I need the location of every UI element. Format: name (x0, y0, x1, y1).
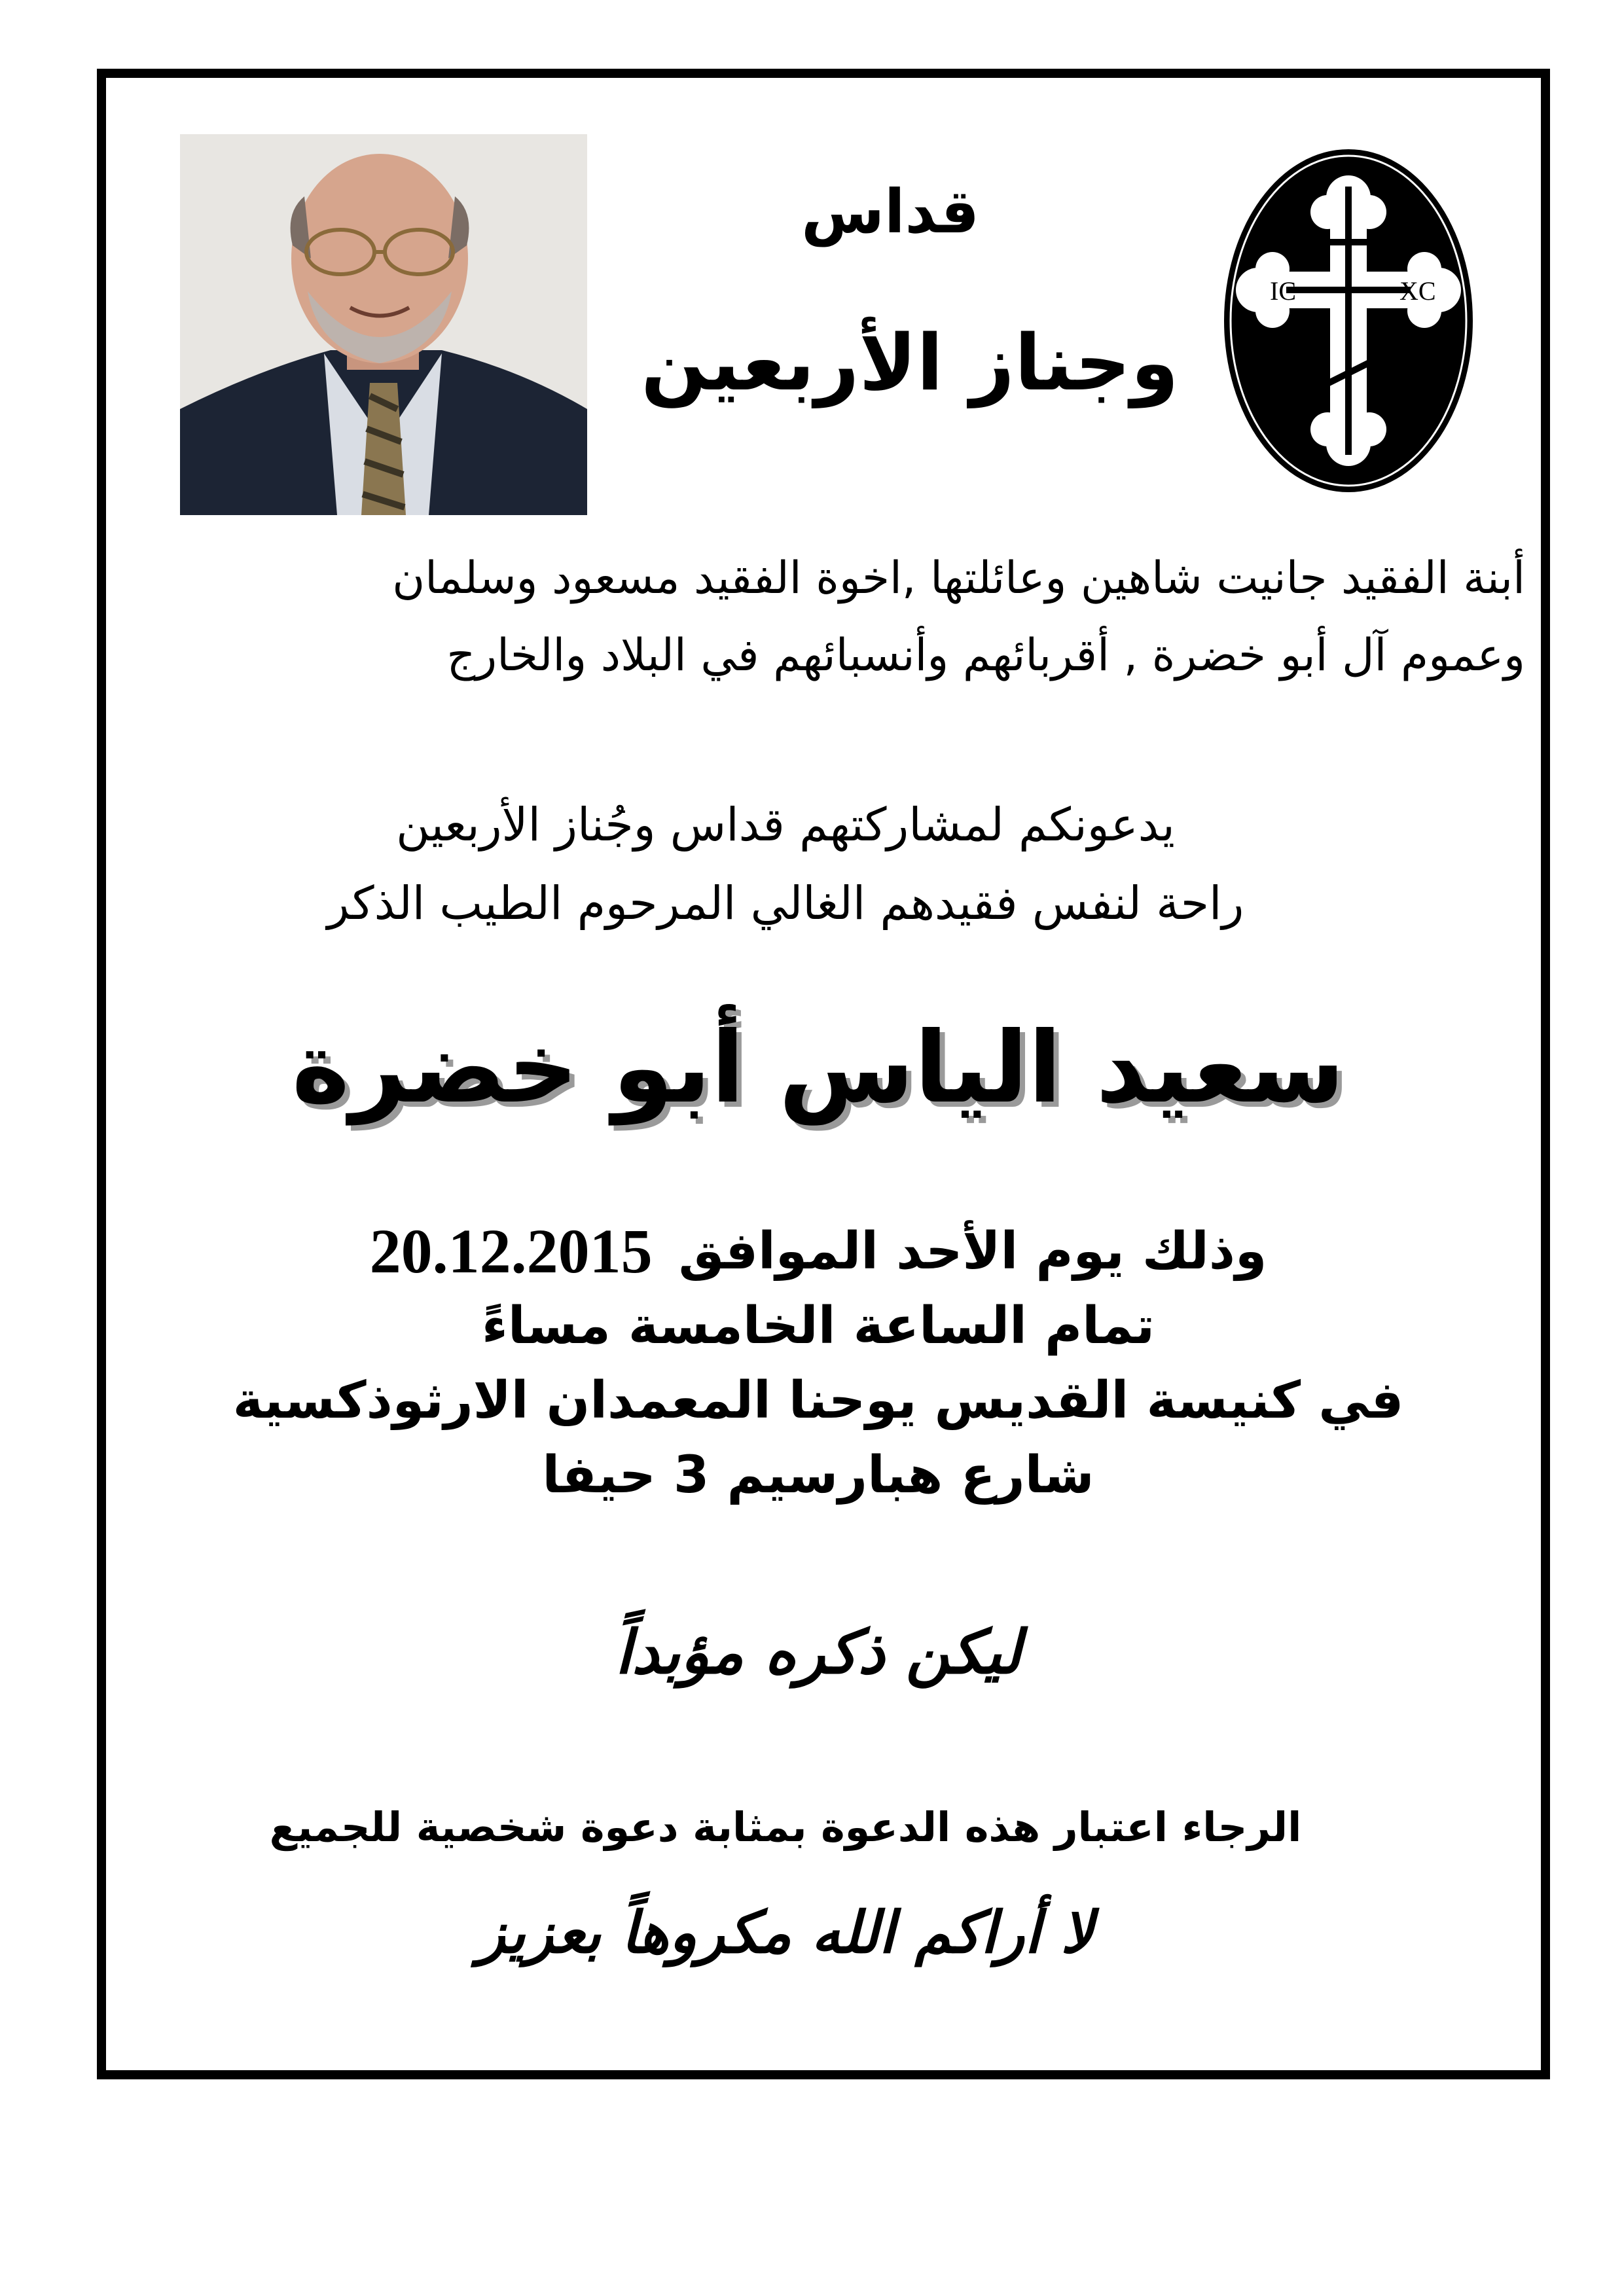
portrait-illustration (180, 134, 587, 515)
deceased-photo (180, 134, 587, 515)
invitation-request: الرجاء اعتبار هذه الدعوة بمثابة دعوة شخصية للجميع (269, 1803, 1302, 1851)
family-line-2: وعموم آل أبو خضرة , أقربائهم وأنسبائهم في البلاد والخارج (446, 630, 1525, 681)
orthodox-cross-emblem (1218, 144, 1479, 497)
event-details (196, 1214, 1440, 1513)
event-date: 20.12.2015 (369, 1216, 653, 1286)
family-line-1: أبنة الفقيد جانيت شاهين وعائلتها ,اخوة الفقيد مسعود وسلمان (392, 552, 1525, 604)
closing-phrase: لا أراكم الله مكروهاً بعزيز (477, 1898, 1094, 1966)
title-mass: قداس (801, 177, 979, 247)
emblem-right-text: XC (1399, 276, 1436, 306)
family-announcement (164, 540, 1525, 694)
date-line (196, 1214, 1440, 1289)
emblem-left-text: IC (1270, 276, 1296, 306)
event-street: شارع هبارسيم 3 حيفا (542, 1446, 1094, 1505)
day-text: وذلك يوم الأحد الموافق (678, 1222, 1267, 1281)
invitation-text (164, 785, 1407, 942)
orthodox-cross-icon (1218, 144, 1479, 497)
event-church: في كنيسة القديس يوحنا المعمدان الارثوذكسية (232, 1371, 1404, 1430)
invitation-line-2: راحة لنفس فقيدهم الغالي المرحوم الطيب الذكر (327, 876, 1244, 930)
title-fortieth-memorial: وجناز الأربعين (641, 317, 1179, 408)
memory-phrase: ليكن ذكره مؤبداً (615, 1617, 1022, 1687)
invitation-line-1: يدعونكم لمشاركتهم قداس وجُناز الأربعين (396, 798, 1175, 852)
event-time: تمام الساعة الخامسة مساءً (481, 1297, 1155, 1355)
deceased-name: سعيد الياس أبو خضرة (291, 1011, 1345, 1125)
